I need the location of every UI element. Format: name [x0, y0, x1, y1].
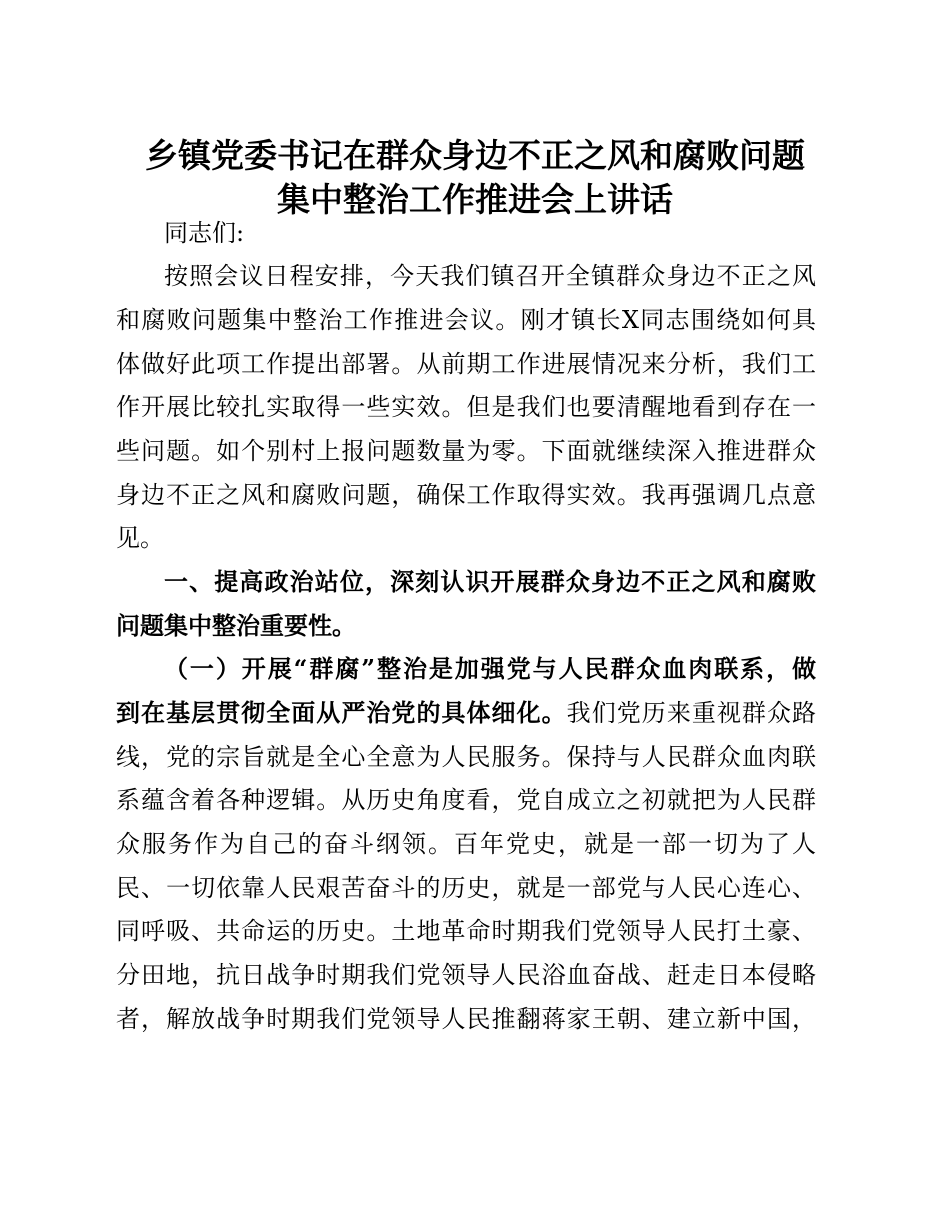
paragraph-line: 同呼吸、共命运的历史。土地革命时期我们党领导人民打土豪、: [116, 917, 816, 945]
paragraph-line: 线，党的宗旨就是全心全意为人民服务。保持与人民群众血肉联: [116, 743, 816, 771]
paragraph-line: 系蕴含着各种逻辑。从历史角度看，党自成立之初就把为人民群: [116, 786, 816, 814]
document-title-line-1: 乡镇党委书记在群众身边不正之风和腐败问题: [145, 136, 805, 175]
paragraph-line: 民、一切依靠人民艰苦奋斗的历史，就是一部党与人民心连心、: [116, 874, 816, 902]
paragraph-line: 按照会议日程安排，今天我们镇召开全镇群众身边不正之风: [164, 262, 816, 290]
paragraph-text: 我们党历来重视群众路: [566, 699, 817, 727]
subsection-heading-tail: 到在基层贯彻全面从严治党的具体细化。: [116, 698, 567, 727]
salutation: 同志们:: [164, 219, 245, 247]
paragraph-line: 分田地，抗日战争时期我们党领导人民浴血奋战、赶走日本侵略: [116, 961, 816, 989]
paragraph-line: 和腐败问题集中整治工作推进会议。刚才镇长X同志围绕如何具: [116, 306, 816, 334]
mixed-paragraph-line: [116, 698, 816, 728]
section-heading-line: 问题集中整治重要性。: [116, 612, 356, 640]
paragraph-line: 身边不正之风和腐败问题，确保工作取得实效。我再强调几点意: [116, 481, 816, 509]
paragraph-line: 者，解放战争时期我们党领导人民推翻蒋家王朝、建立新中国，: [116, 1005, 816, 1033]
paragraph-line: 作开展比较扎实取得一些实效。但是我们也要清醒地看到存在一: [116, 393, 816, 421]
subsection-heading-line: （一）开展“群腐”整治是加强党与人民群众血肉联系，做: [164, 654, 816, 683]
paragraph-line: 些问题。如个别村上报问题数量为零。下面就继续深入推进群众: [116, 437, 816, 465]
document-title-line-2: 集中整治工作推进会上讲话: [277, 180, 673, 219]
section-heading-line: 一、提高政治站位，深刻认识开展群众身边不正之风和腐败: [164, 568, 816, 596]
paragraph-line: 见。: [116, 524, 164, 552]
paragraph-line: 众服务作为自己的奋斗纲领。百年党史，就是一部一切为了人: [116, 830, 816, 858]
paragraph-line: 体做好此项工作提出部署。从前期工作进展情况来分析，我们工: [116, 350, 816, 378]
